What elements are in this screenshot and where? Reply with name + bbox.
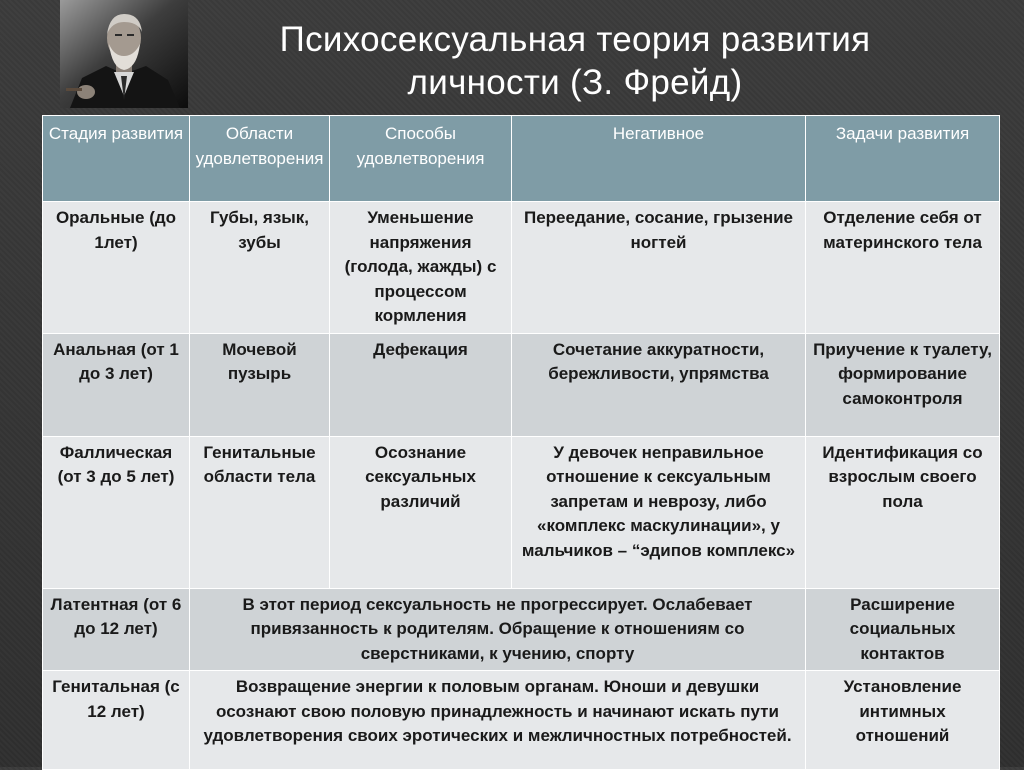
table-row-genital bbox=[43, 671, 1000, 770]
cell-negative: Сочетание аккуратности, бережливости, упрямства bbox=[512, 333, 806, 436]
table-row-oral bbox=[43, 202, 1000, 334]
table-header-row bbox=[43, 116, 1000, 202]
cell-tasks: Приучение к туалету, формирование самоконтроля bbox=[806, 333, 1000, 436]
header-tasks: Задачи развития bbox=[806, 116, 1000, 202]
slide-title-line-1: Психосексуальная теория развития bbox=[279, 20, 871, 59]
cell-tasks: Расширение социальных контактов bbox=[806, 588, 1000, 671]
development-stages-table bbox=[42, 115, 1000, 770]
table-row-latent bbox=[43, 588, 1000, 671]
slide-title-line-2: личности (З. Фрейд) bbox=[407, 63, 743, 102]
cell-stage: Фаллическая (от 3 до 5 лет) bbox=[43, 436, 190, 588]
table-row-phallic bbox=[43, 436, 1000, 588]
cell-areas: Мочевой пузырь bbox=[190, 333, 330, 436]
header-negative: Негативное bbox=[512, 116, 806, 202]
cell-tasks: Идентификация со взрослым своего пола bbox=[806, 436, 1000, 588]
cell-stage: Латентная (от 6 до 12 лет) bbox=[43, 588, 190, 671]
cell-areas: Генитальные области тела bbox=[190, 436, 330, 588]
header-methods: Способы удовлетворения bbox=[330, 116, 512, 202]
header-stage: Стадия развития bbox=[43, 116, 190, 202]
cell-negative: У девочек неправильное отношение к сексуальным запретам и неврозу, либо «комплекс маскулинации», у мальчиков – “эдипов комплекс» bbox=[512, 436, 806, 588]
cell-stage: Генитальная (с 12 лет) bbox=[43, 671, 190, 770]
table-row-anal bbox=[43, 333, 1000, 436]
cell-merged-description: Возвращение энергии к половым органам. Юноши и девушки осознают свою половую принадлежность и начинают искать пути удовлетворения своих эротических и межличностных потребностей. bbox=[190, 671, 806, 770]
slide-title bbox=[205, 18, 945, 104]
cell-areas: Губы, язык, зубы bbox=[190, 202, 330, 334]
cell-stage: Анальная (от 1 до 3 лет) bbox=[43, 333, 190, 436]
header-areas: Области удовлетворения bbox=[190, 116, 330, 202]
portrait-photo bbox=[60, 0, 188, 108]
cell-methods: Уменьшение напряжения (голода, жажды) с процессом кормления bbox=[330, 202, 512, 334]
cell-stage: Оральные (до 1лет) bbox=[43, 202, 190, 334]
cell-merged-description: В этот период сексуальность не прогрессирует. Ослабевает привязанность к родителям. Обращение к отношениям со сверстниками, к учению, спорту bbox=[190, 588, 806, 671]
cell-tasks: Отделение себя от материнского тела bbox=[806, 202, 1000, 334]
cell-methods: Дефекация bbox=[330, 333, 512, 436]
cell-tasks: Установление интимных отношений bbox=[806, 671, 1000, 770]
cell-methods: Осознание сексуальных различий bbox=[330, 436, 512, 588]
cell-negative: Переедание, сосание, грызение ногтей bbox=[512, 202, 806, 334]
